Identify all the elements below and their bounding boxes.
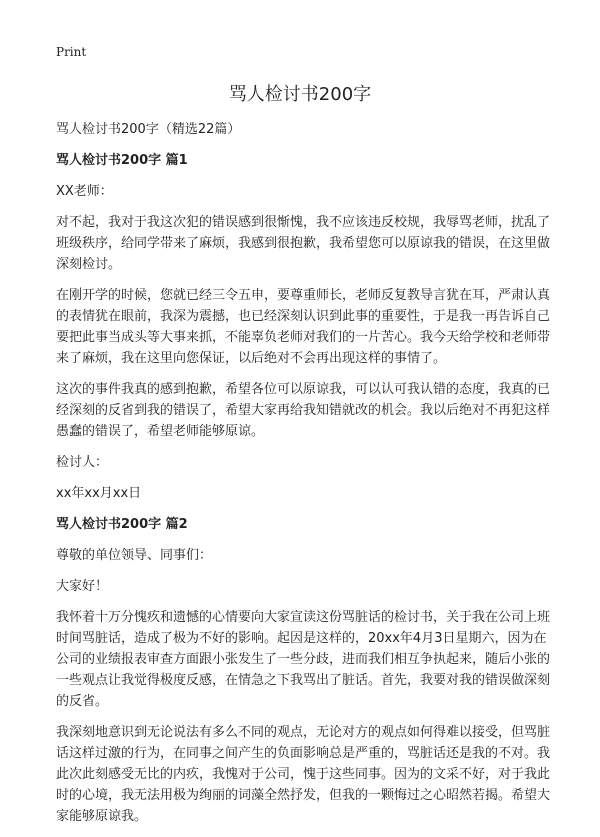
document-body (56, 119, 556, 837)
paragraph-1-3: 这次的事件我真的感到抱歉，希望各位可以原谅我，可以认可我认错的态度，我真的已经深刻的反省到我的错误了，希望大家再给我知错就改的机会。我以后绝对不再犯这样愚蠢的错误了，希望老师能够原谅。 (56, 382, 551, 439)
section-heading-1: 骂人检讨书200字 篇1 (56, 153, 188, 168)
signer-label: 检讨人： (56, 455, 109, 470)
salutation-2: 尊敬的单位领导、同事们： (56, 548, 213, 563)
print-link[interactable]: Print (56, 45, 87, 59)
section-heading-2: 骂人检讨书200字 篇2 (56, 517, 188, 532)
page-title: 骂人检讨书200字 (228, 84, 372, 105)
paragraph-1-2: 在刚开学的时候，您就已经三令五申，要尊重师长，老师反复教导言犹在耳，严肃认真的表情犹在眼前，我深为震撼，也已经深刻认识到此事的重要性，于是我一再告诉自己要把此事当成头等大事来抓，不能辜负老师对我们的一片苦心。我今天给学校和老师带来了麻烦，我在这里向您保证，以后绝对不会再出现这样的事情了。 (56, 288, 551, 366)
salutation-1: XX老师： (56, 184, 113, 199)
paragraph-1-1: 对不起，我对于我这次犯的错误感到很惭愧，我不应该违反校规，我辱骂老师，扰乱了班级秩序，给同学带来了麻烦，我感到很抱歉，我希望您可以原谅我的错误，在这里做深刻检讨。 (56, 215, 551, 272)
document-subtitle: 骂人检讨书200字（精选22篇） (56, 122, 241, 137)
paragraph-2-1: 我怀着十万分愧疚和遗憾的心情要向大家宣读这份骂脏话的检讨书，关于我在公司上班时间骂脏话，造成了极为不好的影响。起因是这样的，20xx年4月3日星期六，因为在公司的业绩报表审查方面跟小张发生了一些分歧，进而我们相互争执起来，随后小张的一些观点让我觉得极度反感，在情急之下我骂出了脏话。首先，我要对我的错误做深刻的反省。 (56, 610, 551, 709)
sign-date: xx年xx月xx日 (56, 486, 142, 501)
greeting-2: 大家好！ (56, 579, 109, 594)
paragraph-2-2: 我深刻地意识到无论说法有多么不同的观点，无论对方的观点如何得难以接受，但骂脏话这样过激的行为，在同事之间产生的负面影响总是严重的，骂脏话还是我的不对。我此次此刻感受无比的内疚，我愧对于公司，愧于这些同事。因为的文采不好，对于我此时的心境，我无法用极为绚丽的词藻全然抒发，但我的一颗悔过之心昭然若揭。希望大家能够原谅我。 (56, 725, 551, 824)
